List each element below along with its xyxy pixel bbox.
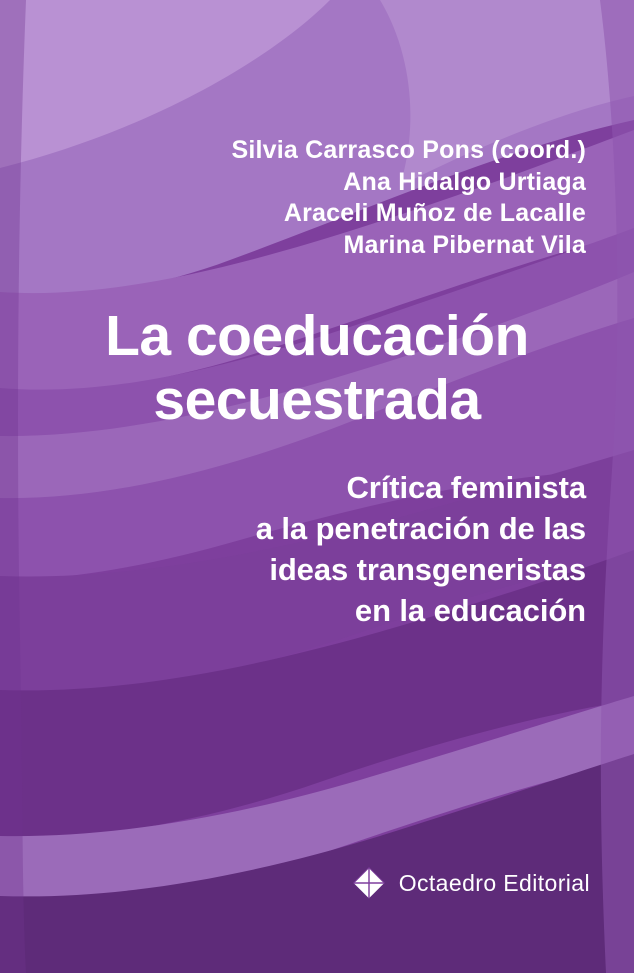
book-subtitle-line: en la educación <box>354 592 586 628</box>
octaedro-logo-icon <box>351 865 387 901</box>
author-name: Silvia Carrasco Pons (coord.) <box>231 136 586 164</box>
publisher-name: Octaedro Editorial <box>398 869 590 896</box>
book-subtitle-line: Crítica feminista <box>346 470 586 505</box>
book-subtitle-line: a la penetración de las <box>255 510 586 546</box>
book-title-line-2: secuestrada <box>153 367 481 432</box>
book-title <box>40 305 594 433</box>
author-name: Araceli Muñoz de Lacalle <box>283 199 586 227</box>
author-name: Marina Pibernat Vila <box>343 230 586 259</box>
book-title-line-1: La coeducación <box>105 304 529 368</box>
publisher-block <box>351 865 590 901</box>
author-list <box>66 135 586 261</box>
book-subtitle <box>46 468 586 632</box>
author-name: Ana Hidalgo Urtiaga <box>343 167 586 196</box>
book-subtitle-line: ideas transgeneristas <box>269 551 586 587</box>
